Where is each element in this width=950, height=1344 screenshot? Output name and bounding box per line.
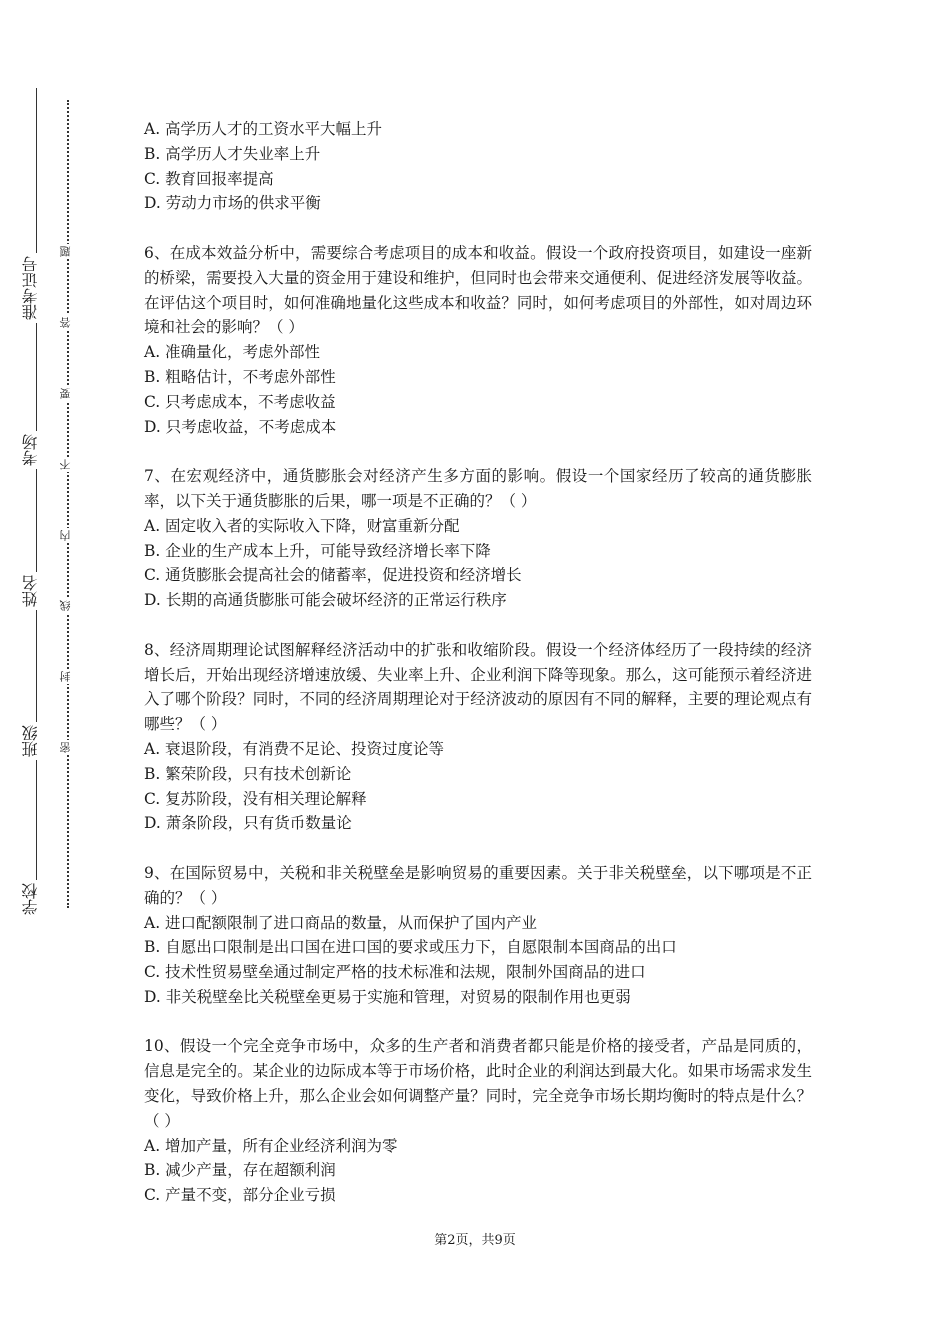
question-stem: 7、在宏观经济中，通货膨胀会对经济产生多方面的影响。假设一个国家经历了较高的通货膨胀率，以下关于通货膨胀的后果，哪一项是不正确的？（ ） (144, 467, 812, 510)
option: A. 增加产量，所有企业经济利润为零 (144, 1136, 398, 1155)
option: D. 非关税壁垒比关税壁垒更易于实施和管理，对贸易的限制作用也更弱 (144, 987, 631, 1006)
binding-line (36, 88, 37, 910)
question-stem: 6、在成本效益分析中，需要综合考虑项目的成本和收益。假设一个政府投资项目，如建设一座新的桥梁，需要投入大量的资金用于建设和维护，但同时也会带来交通便利、促进经济发展等收益。在评估这个项目时，如何准确地量化这些成本和收益？同时，如何考虑项目的外部性，如对周边环境和社会的影响？（ ） (144, 243, 812, 337)
seal-char: 密 (59, 740, 77, 755)
option: B. 繁荣阶段，只有技术创新论 (144, 764, 352, 783)
question-7 (144, 464, 812, 613)
question-5-continued (144, 117, 812, 216)
school-label: 学校 (22, 880, 50, 918)
question-8 (144, 638, 812, 836)
seal-char: 题 (59, 244, 77, 259)
option: C. 技术性贸易壁垒通过制定严格的技术标准和法规，限制外国商品的进口 (144, 963, 646, 982)
option: B. 高学历人才失业率上升 (144, 144, 321, 163)
question-stem: 9、在国际贸易中，关税和非关税壁垒是影响贸易的重要因素。关于非关税壁垒，以下哪项是不正确的？（ ） (144, 863, 812, 907)
binding-margin (0, 0, 90, 1344)
option: C. 通货膨胀会提高社会的储蓄率，促进投资和经济增长 (144, 566, 522, 585)
question-stem: 10、假设一个完全竞争市场中，众多的生产者和消费者都只能是价格的接受者，产品是同质的，信息是完全的。某企业的边际成本等于市场价格，此时企业的利润达到最大化。如果市场需求发生变化，导致价格上升，那么企业会如何调整产量？同时，完全竞争市场长期均衡时的特点是什么？（ ） (144, 1037, 812, 1130)
seal-char: 内 (59, 528, 77, 543)
option: C. 复苏阶段，没有相关理论解释 (144, 789, 367, 808)
option: A. 衰退阶段，有消费不足论、投资过度论等 (144, 739, 445, 758)
option: D. 长期的高通货膨胀可能会破坏经济的正常运行秩序 (144, 591, 507, 610)
exam-id-label: 准考证号 (22, 253, 50, 323)
option: B. 减少产量，存在超额利润 (144, 1161, 336, 1180)
option: A. 准确量化，考虑外部性 (144, 343, 321, 362)
option: D. 劳动力市场的供求平衡 (144, 194, 321, 213)
option: B. 自愿出口限制是出口国在进口国的要求或压力下，自愿限制本国商品的出口 (144, 938, 677, 957)
option: D. 萧条阶段，只有货币数量论 (144, 814, 352, 833)
page-number: 第2页，共9页 (434, 1233, 516, 1248)
seal-char: 线 (59, 598, 77, 613)
option: A. 进口配额限制了进口商品的数量，从而保护了国内产业 (144, 913, 538, 932)
question-10 (144, 1034, 812, 1208)
seal-char: 答 (59, 315, 77, 330)
seal-char: 封 (59, 669, 77, 684)
seal-char: 不 (59, 457, 77, 472)
class-label: 班级 (22, 722, 50, 760)
question-9 (144, 861, 812, 1010)
question-list (144, 117, 812, 1208)
question-stem: 8、经济周期理论试图解释经济活动中的扩张和收缩阶段。假设一个经济体经历了一段持续的经济增长后，开始出现经济增速放缓、失业率上升、企业利润下降等现象。那么，这可能预示着经济进入了哪个阶段？同时，不同的经济周期理论对于经济波动的原因有不同的解释，主要的理论观点有哪些？（ ） (144, 640, 812, 734)
exam-room-label: 考场 (22, 431, 50, 469)
option: C. 教育回报率提高 (144, 169, 274, 188)
option: C. 产量不变，部分企业亏损 (144, 1186, 336, 1205)
option: C. 只考虑成本，不考虑收益 (144, 392, 336, 411)
name-label: 姓名 (22, 572, 50, 610)
option: D. 只考虑收益，不考虑成本 (144, 417, 337, 436)
option: B. 企业的生产成本上升，可能导致经济增长率下降 (144, 541, 491, 560)
option: A. 固定收入者的实际收入下降，财富重新分配 (144, 516, 460, 535)
seal-char: 要 (59, 386, 77, 401)
seal-dotted-line (67, 100, 69, 908)
option: B. 粗略估计，不考虑外部性 (144, 367, 336, 386)
question-6 (144, 241, 812, 439)
option: A. 高学历人才的工资水平大幅上升 (144, 120, 383, 138)
